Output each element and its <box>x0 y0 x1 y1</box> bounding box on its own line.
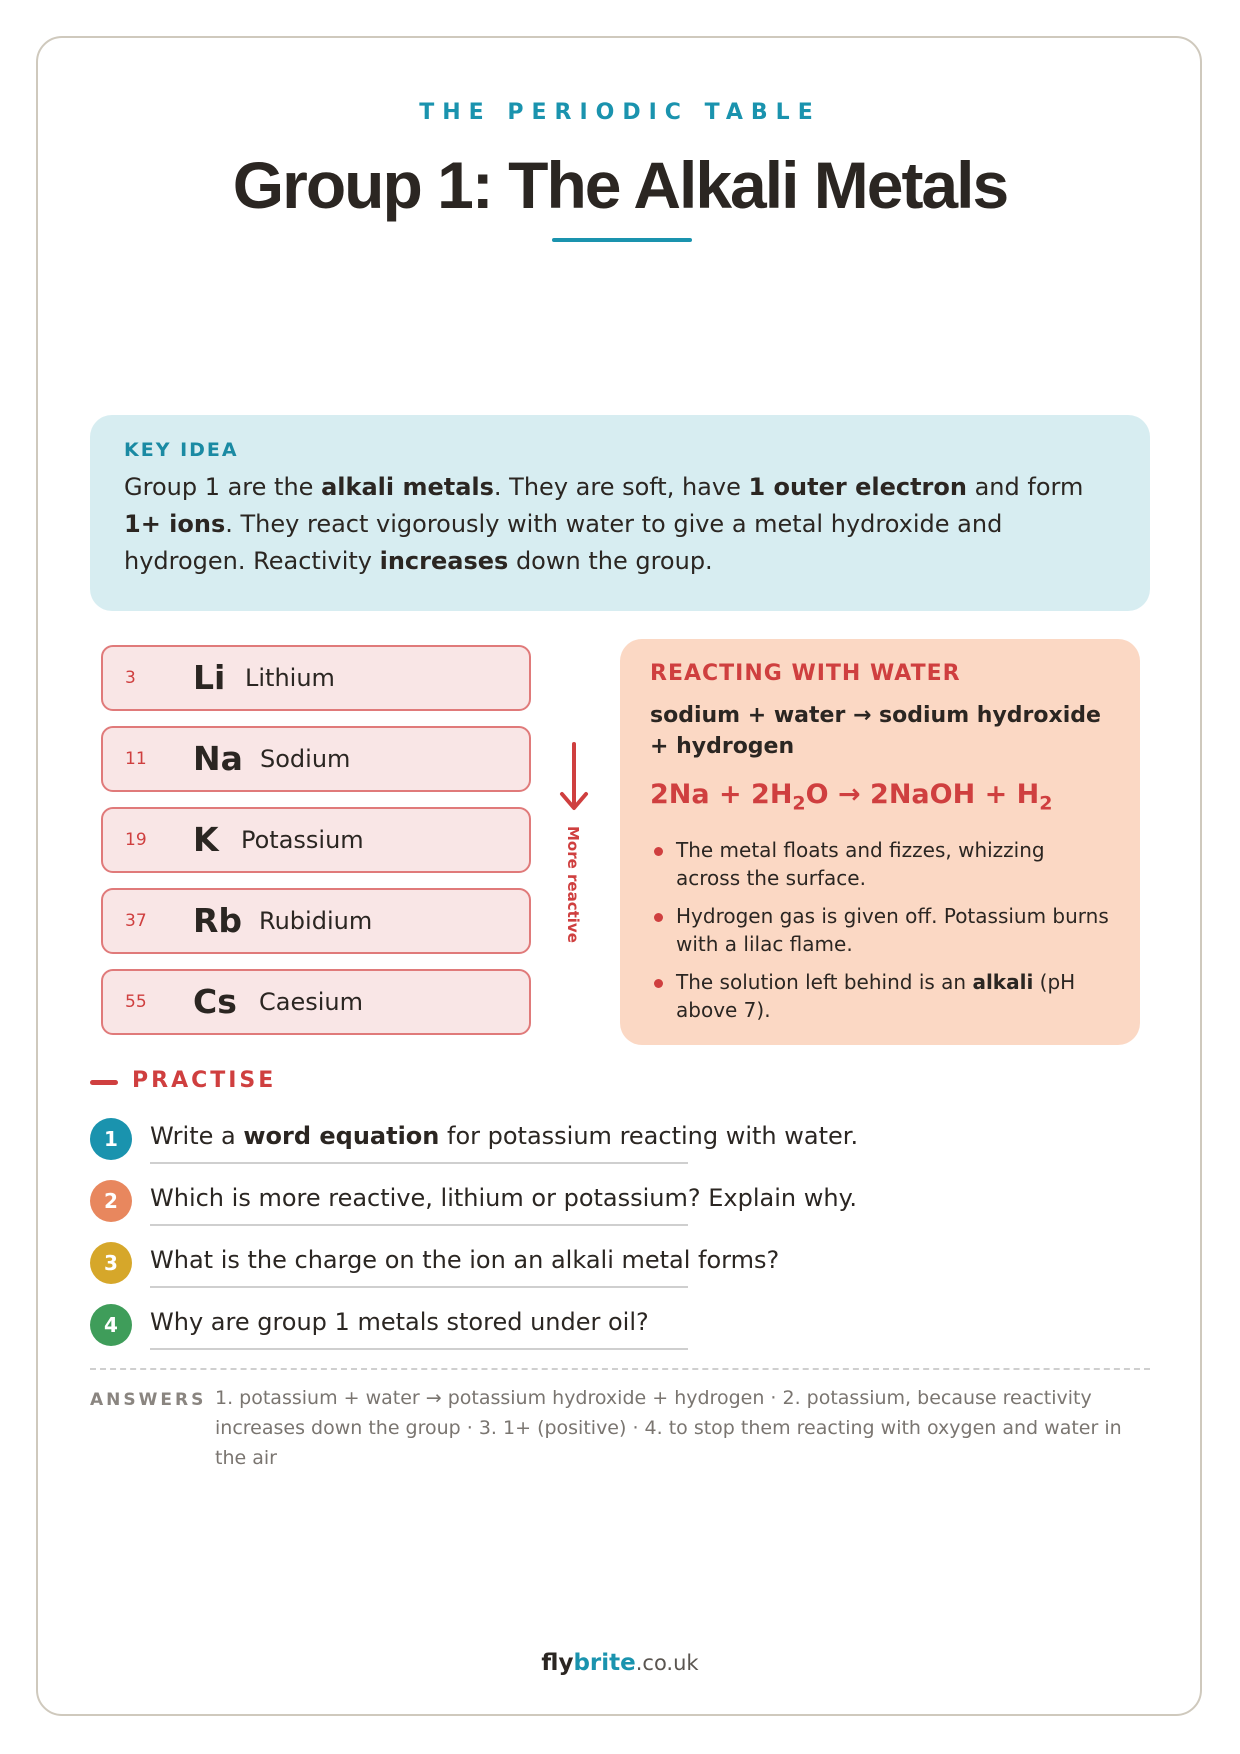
atomic-number: 55 <box>125 992 147 1012</box>
question-text: Write a word equation for potassium reacting with water. <box>150 1122 859 1150</box>
question-number-badge: 1 <box>90 1118 132 1160</box>
element-row-caesium <box>101 969 531 1035</box>
reacting-bullet: Hydrogen gas is given off. Potassium burns with a lilac flame. <box>650 902 1110 958</box>
reacting-title: REACTING WITH WATER <box>650 661 961 686</box>
element-row-lithium <box>101 645 531 711</box>
atomic-number: 11 <box>125 749 147 769</box>
answer-line[interactable] <box>150 1224 688 1226</box>
element-row-sodium <box>101 726 531 792</box>
question-4 <box>90 1304 1150 1360</box>
symbol-equation: $2Na + 2H_2O$ → 2NaOH + $H_2$ <box>650 779 1053 815</box>
element-name: Caesium <box>259 988 363 1016</box>
reacting-bullet: The solution left behind is an alkali (pH above 7). <box>650 968 1110 1024</box>
page-title: Group 1: The Alkali Metals <box>232 148 1008 222</box>
reactivity-label: More reactive <box>564 826 582 943</box>
question-number-badge: 2 <box>90 1180 132 1222</box>
answer-line[interactable] <box>150 1162 688 1164</box>
element-row-rubidium <box>101 888 531 954</box>
page-eyebrow: THE PERIODIC TABLE <box>419 100 821 125</box>
element-name: Lithium <box>245 664 335 692</box>
element-name: Sodium <box>260 745 351 773</box>
key-idea-label: KEY IDEA <box>124 439 239 461</box>
atomic-number: 19 <box>125 830 147 850</box>
element-row-potassium <box>101 807 531 873</box>
title-underline <box>552 238 692 242</box>
bullet-dot-icon <box>654 847 663 856</box>
element-symbol: Cs <box>193 982 237 1021</box>
answer-line[interactable] <box>150 1286 688 1288</box>
answers-label: ANSWERS <box>90 1390 207 1410</box>
question-number-badge: 3 <box>90 1242 132 1284</box>
atomic-number: 37 <box>125 911 147 931</box>
question-text: Which is more reactive, lithium or potassium? Explain why. <box>150 1184 857 1212</box>
reacting-bullets <box>650 836 1110 1024</box>
bullet-dot-icon <box>654 979 663 988</box>
answer-line[interactable] <box>150 1348 688 1350</box>
question-number-badge: 4 <box>90 1304 132 1346</box>
divider <box>90 1368 1150 1370</box>
reacting-with-water-card <box>620 639 1140 1045</box>
element-name: Potassium <box>241 826 364 854</box>
atomic-number: 3 <box>125 668 136 688</box>
element-symbol: K <box>193 820 219 859</box>
element-name: Rubidium <box>259 907 373 935</box>
key-idea-box <box>90 415 1150 611</box>
question-3 <box>90 1242 1150 1298</box>
question-1 <box>90 1118 1150 1174</box>
question-2 <box>90 1180 1150 1236</box>
practise-bar <box>90 1080 118 1085</box>
question-text: Why are group 1 metals stored under oil? <box>150 1308 649 1336</box>
bullet-dot-icon <box>654 913 663 922</box>
question-text: What is the charge on the ion an alkali metal forms? <box>150 1246 780 1274</box>
footer-logo[interactable]: flybrite.co.uk <box>541 1650 699 1676</box>
answers-text: 1. potassium + water → potassium hydroxide + hydrogen · 2. potassium, because reactivity increases down the group · 3. 1+ (positive) · 4. to stop them reacting with oxygen and water in the air <box>215 1387 1122 1469</box>
element-symbol: Rb <box>193 901 243 940</box>
reacting-bullet: The metal floats and fizzes, whizzing across the surface. <box>650 836 1110 892</box>
key-idea-text: Group 1 are the alkali metals. They are soft, have 1 outer electron and form 1+ ions. They react vigorously with water to give a metal hydroxide and hydrogen. Reactivity increases down the group. <box>124 473 1084 575</box>
element-symbol: Li <box>193 658 226 697</box>
word-equation: sodium + water → sodium hydroxide + hydrogen <box>650 703 1101 759</box>
element-symbol: Na <box>193 739 243 778</box>
